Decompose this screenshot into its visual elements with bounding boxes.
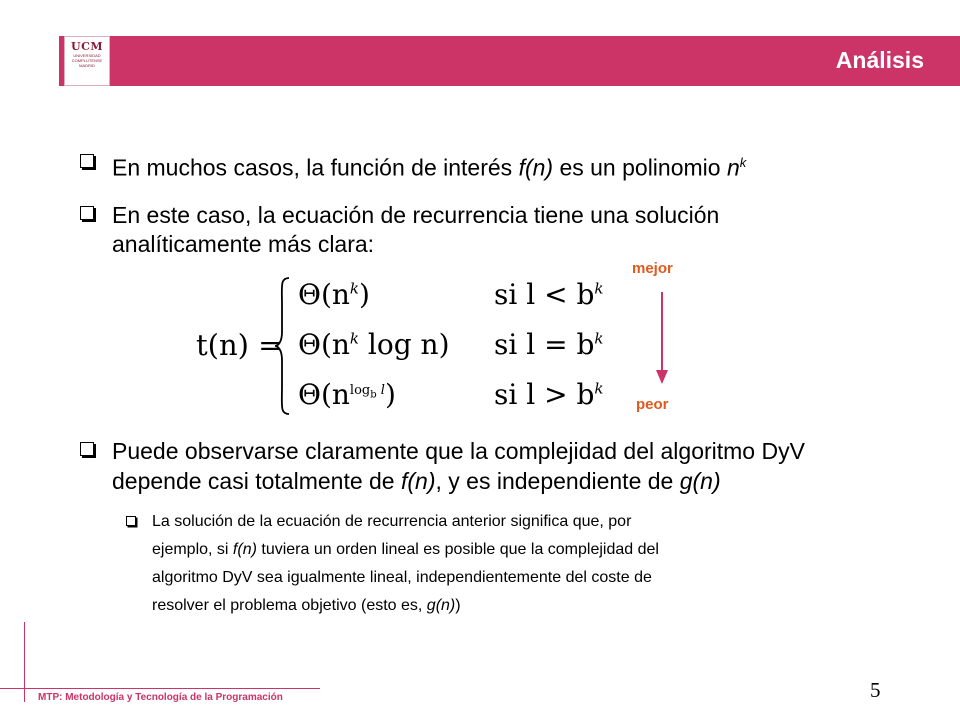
bullet-2-line-2: analíticamente más clara: xyxy=(112,231,375,257)
bullet-2-line-1: En este caso, la ecuación de recurrencia tiene una solución xyxy=(112,202,720,228)
slide-title: Análisis xyxy=(835,47,924,73)
logo-line-3: MADRID xyxy=(79,63,95,68)
condition-1: si $l < b^k$ xyxy=(494,278,604,311)
page-number: 5 xyxy=(870,678,881,702)
condition-2: si $l = b^k$ xyxy=(494,328,604,361)
logo-line-2: COMPLUTENSE xyxy=(71,58,103,63)
case-3: $\Theta(n^{log_b l})$ xyxy=(298,378,396,411)
bullet-3-line-2: depende casi totalmente de f(n), y es independiente de g(n) xyxy=(112,468,721,494)
bullet-icon xyxy=(80,206,94,220)
recurrence-formula xyxy=(196,272,606,422)
case-1: $\Theta(n^k)$ xyxy=(298,278,370,311)
label-worse: peor xyxy=(636,396,669,413)
logo-line-1: UNIVERSIDAD xyxy=(73,53,101,58)
formula-lhs: t(n) = xyxy=(196,328,283,362)
condition-3: si $l > b^k$ xyxy=(494,378,604,411)
logo-mark: UCM xyxy=(70,40,104,53)
sub-bullet-line-3: algoritmo DyV sea igualmente lineal, independientemente del coste de xyxy=(152,569,652,586)
bullet-3-line-1: Puede observarse claramente que la complejidad del algoritmo DyV xyxy=(112,438,805,464)
footer-horizontal-divider xyxy=(0,688,320,689)
left-brace-icon xyxy=(274,276,290,416)
sub-bullet-icon xyxy=(126,516,136,526)
sub-bullet-line-2: ejemplo, si f(n) tuviera un orden lineal es posible que la complejidad del xyxy=(152,541,659,558)
footer-course-name: MTP: Metodología y Tecnología de la Programación xyxy=(38,692,283,703)
sub-bullet-line-4: resolver el problema objetivo (esto es, g(n)) xyxy=(152,597,461,614)
arrow-down-icon xyxy=(656,292,668,384)
header-bar xyxy=(59,36,960,86)
sub-bullet-line-1: La solución de la ecuación de recurrencia anterior significa que, por xyxy=(152,513,632,530)
bullet-1-text: En muchos casos, la función de interés f(n) es un polinomio $n^k$ xyxy=(112,154,747,181)
case-2: $\Theta(n^k$ log n) xyxy=(298,328,450,361)
footer-vertical-divider xyxy=(24,622,25,702)
bullet-icon xyxy=(80,154,94,168)
label-better: mejor xyxy=(632,260,673,277)
bullet-icon xyxy=(80,442,94,456)
ucm-logo xyxy=(64,36,110,86)
